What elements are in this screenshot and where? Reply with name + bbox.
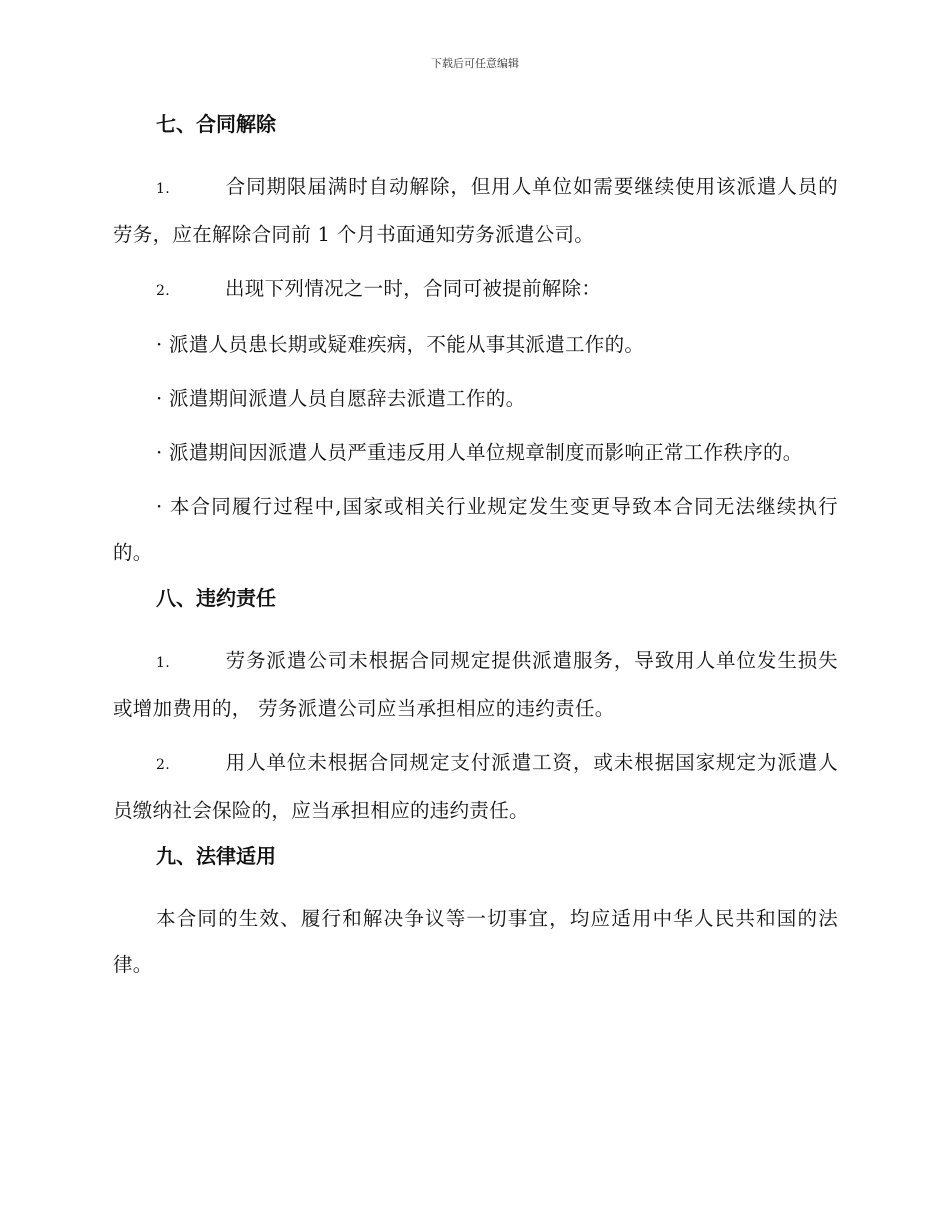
document-body xyxy=(113,110,838,996)
section-8-item-1-text: 劳务派遣公司未根据合同规定提供派遣服务，导致用人单位发生损失或增加费用的， 劳务派遣公司应当承担相应的违约责任。 xyxy=(113,649,838,720)
section-9-paragraph: 本合同的生效、履行和解决争议等一切事宜，均应适用中华人民共和国的法律。 xyxy=(113,907,838,976)
header-note: 下载后可任意编辑 xyxy=(431,57,519,70)
section-7-item-1-number: 1. xyxy=(156,181,170,197)
section-7-item-2-text: 出现下列情况之一时，合同可被提前解除： xyxy=(225,277,602,300)
section-8-item-2-text: 用人单位未根据合同规定支付派遣工资，或未根据国家规定为派遣人员缴纳社会保险的，应当承担相应的违约责任。 xyxy=(113,751,838,822)
section-7-bullet-1: · 派遣人员患长期或疑难疾病，不能从事其派遣工作的。 xyxy=(156,333,645,356)
section-9-title: 九、法律适用 xyxy=(156,844,276,868)
section-7-bullet-4: · 本合同履行过程中,国家或相关行业规定发生变更导致本合同无法继续执行的。 xyxy=(113,495,838,564)
section-7-item-1-text: 合同期限届满时自动解除，但用人单位如需要继续使用该派遣人员的劳务，应在解除合同前 1 个月书面通知劳务派遣公司。 xyxy=(113,175,838,246)
section-8-title: 八、违约责任 xyxy=(156,586,276,610)
section-7-item-2 xyxy=(113,266,838,314)
section-7-item-2-number: 2. xyxy=(156,283,170,299)
section-8-item-2 xyxy=(113,740,838,834)
section-7-bullet-2: · 派遣期间派遣人员自愿辞去派遣工作的。 xyxy=(156,387,526,410)
section-8-item-1-number: 1. xyxy=(156,655,170,671)
section-7-title: 七、合同解除 xyxy=(156,112,276,136)
section-7-bullet-3: · 派遣期间因派遣人员严重违反用人单位规章制度而影响正常工作秩序的。 xyxy=(156,441,803,464)
section-8-item-1 xyxy=(113,638,838,732)
section-8-item-2-number: 2. xyxy=(156,757,170,773)
section-7-item-1 xyxy=(113,164,838,258)
